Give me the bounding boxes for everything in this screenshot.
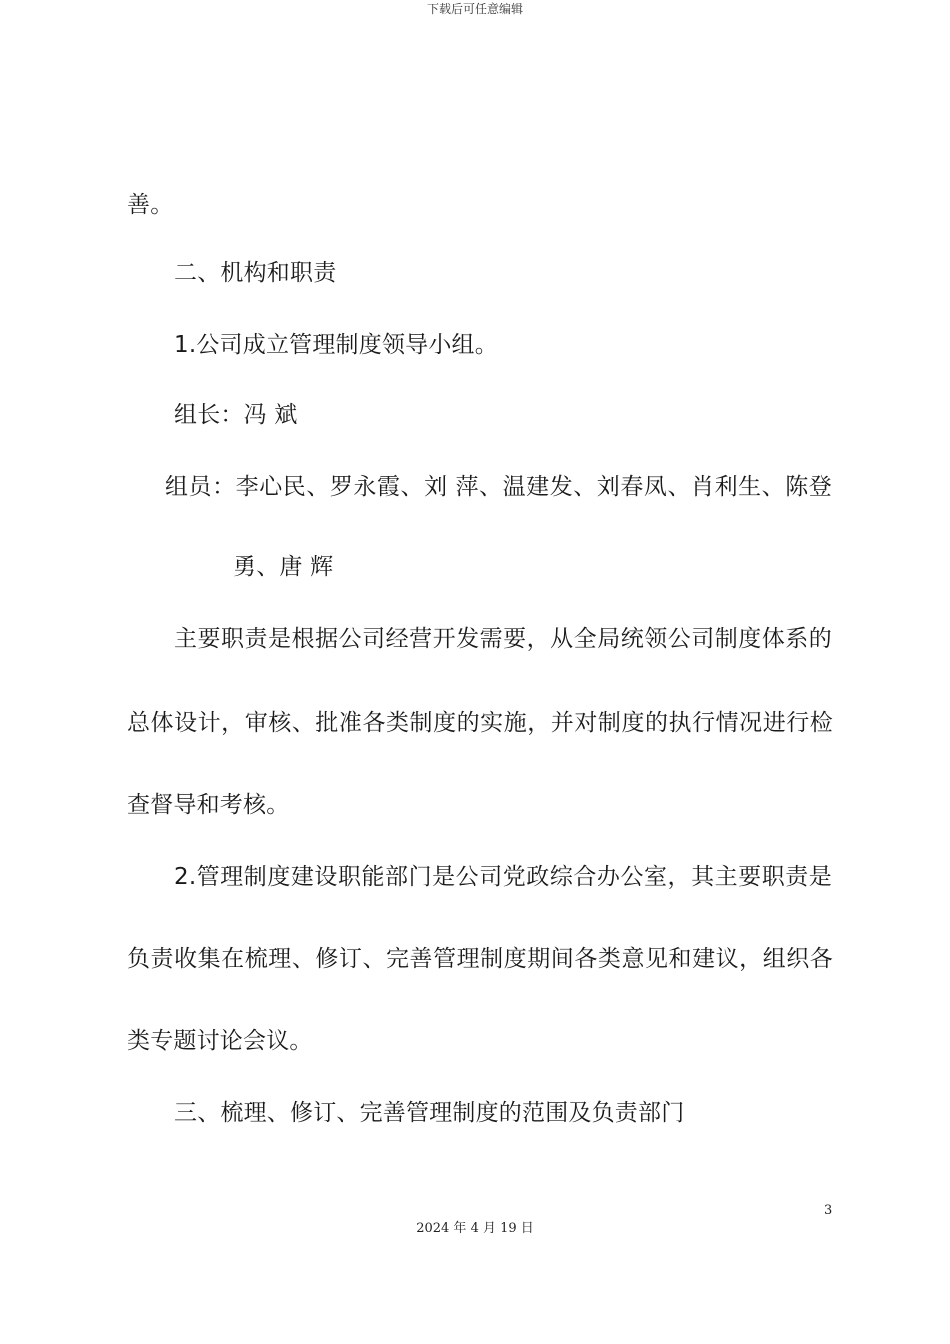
section-heading-2: 二、机构和职责	[174, 260, 337, 286]
page-header: 下载后可任意编辑	[426, 2, 523, 16]
item-2-paragraph-line-3: 类专题讨论会议。	[127, 1028, 313, 1054]
responsibility-paragraph-line-3: 查督导和考核。	[127, 792, 290, 818]
group-leader-line: 组长：冯 斌	[174, 402, 298, 428]
footer-date: 2024 年 4 月 19 日	[416, 1221, 534, 1236]
group-members-line: 组员：李心民、罗永霞、刘 萍、温建发、刘春凤、肖利生、陈登	[165, 474, 832, 500]
section-heading-3: 三、梳理、修订、完善管理制度的范围及负责部门	[174, 1100, 685, 1126]
paragraph-continuation: 善。	[127, 192, 174, 218]
responsibility-paragraph-line-1: 主要职责是根据公司经营开发需要，从全局统领公司制度体系的	[174, 626, 832, 652]
item-1-text: 1.公司成立管理制度领导小组。	[174, 332, 498, 358]
item-2-paragraph-line-1: 2.管理制度建设职能部门是公司党政综合办公室，其主要职责是	[174, 864, 832, 890]
group-members-continuation: 勇、唐 辉	[233, 554, 334, 580]
item-2-paragraph-line-2: 负责收集在梳理、修订、完善管理制度期间各类意见和建议，组织各	[127, 946, 833, 972]
responsibility-paragraph-line-2: 总体设计，审核、批准各类制度的实施，并对制度的执行情况进行检	[127, 710, 833, 736]
page-number: 3	[824, 1203, 833, 1218]
